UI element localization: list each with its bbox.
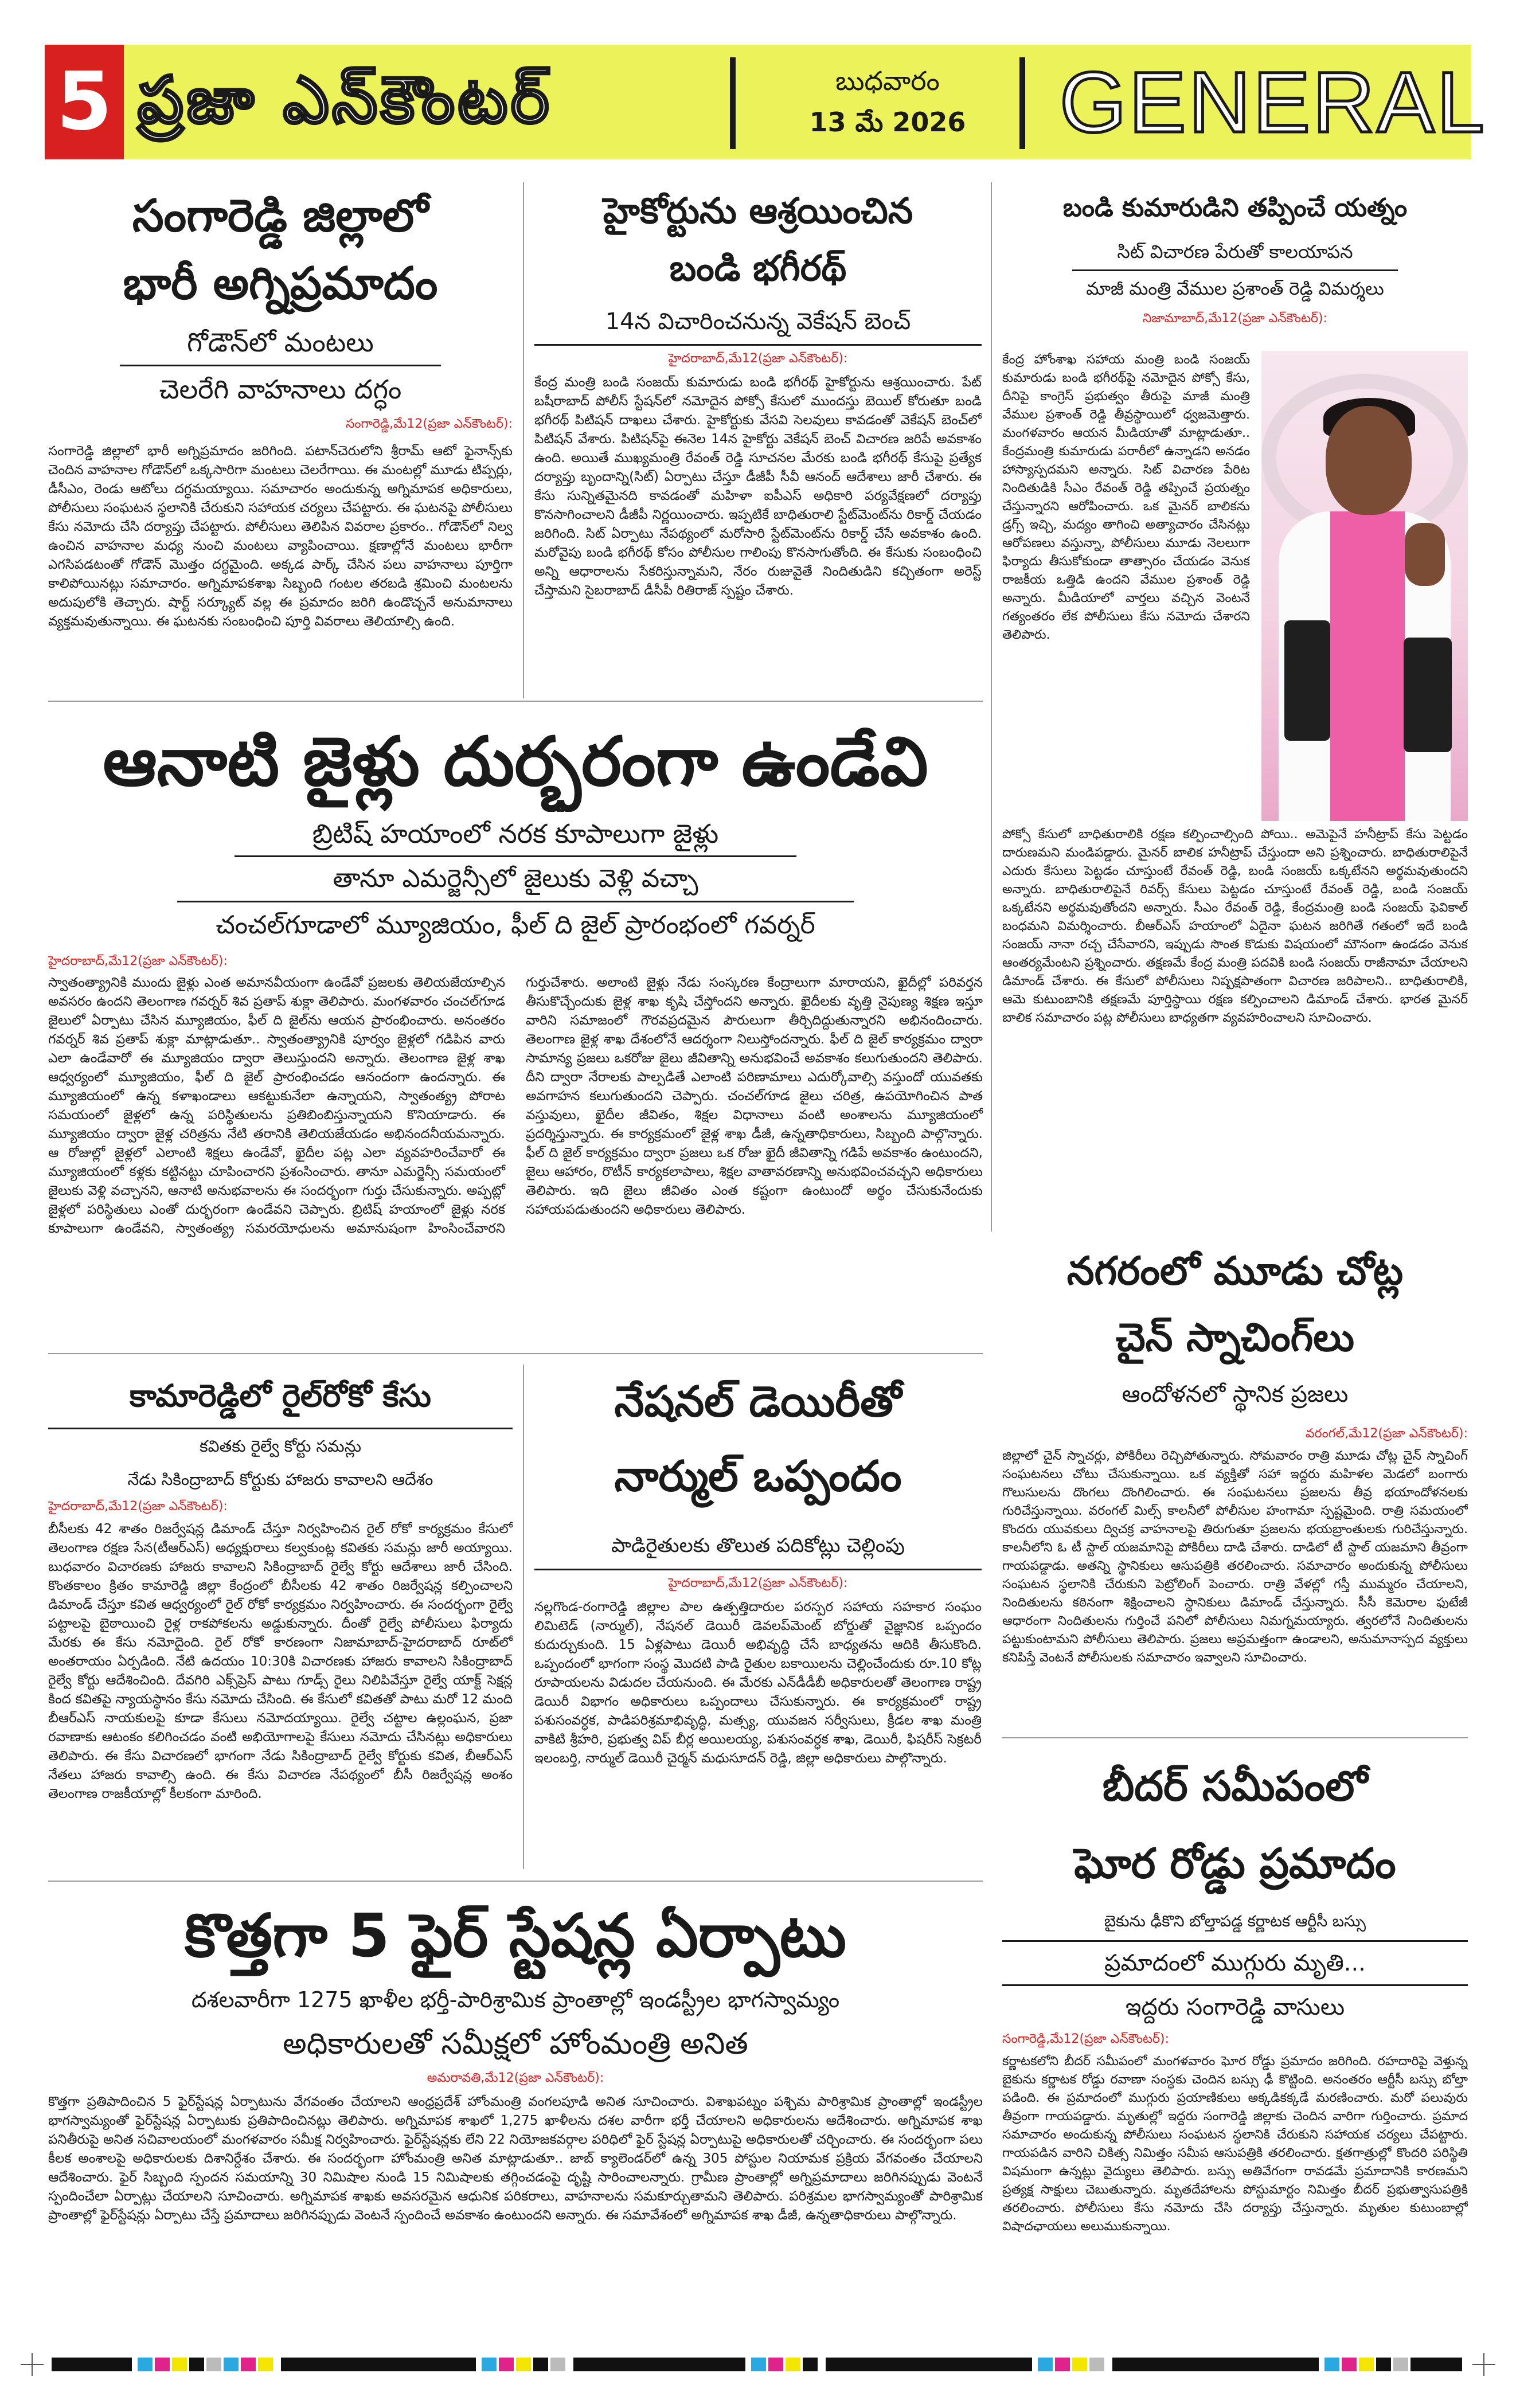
dateline: సంగారెడ్డి,మే12(ప్రజా ఎన్‌కౌంటర్):: [1002, 2032, 1170, 2046]
page-number: 5: [45, 45, 124, 159]
subheadline: దశలవారీగా 1275 ఖాళీల భర్తీ-పారిశ్రామిక ప్రాంతాల్లో ఇండస్ట్రీల భాగస్వామ్యం: [191, 1987, 840, 2012]
article-body: పోక్సో కేసులో బాధితురాలికి రక్షణ కల్పించాల్సింది పోయి.. అమెపైనే హనీట్రాప్ కేసు పెట్టడం దారుణమని మండిపడ్డారు. మైనర్ బాలిక హనీట్రాప్ చేస్తుందా అని ప్రశ్నించారు. బాధితురాలిపైనే ఎదురు కేసులు పెట్టడం చూస్తుంటే రేవంత్ రెడ్డి, బండి సంజయ్ ఒక్కటేనని అర్థమవుతుందని అన్నారు. బాధితురాలిపైనే రివర్స్ కేసులు పెట్టడం చూస్తుంటే రేవంత్ రెడ్డి, బండి సంజయ్ ఒక్కటేనని అర్థమవుతోందని అన్నారు. సీఎం రేవంత్ రెడ్డి, కేంద్రమంత్రి బండి సంజయ్ ఫెవికాల్ బంధమని విమర్శించారు. బీఆర్ఎస్ హయాంలో ఏదైనా ఘటన జరిగితే గతంలో ఇదే బండి సంజయ్ నానా రచ్చ చేసేవారని, ఇప్పుడు సొంత కొడుకు విషయంలో మౌనంగా ఉండడం వెనుక ఆంతర్యమేంటని ప్రశ్నించారు. తక్షణమే కేంద్ర మంత్రి పదవికి బండి సంజయ్ రాజీనామా చేయాలని డిమాండ్ చేశారు. ఈ కేసులో పోలీసులు నిష్పక్షపాతంగా విచారణ జరిపాలని.. బాధితురాలికి, ఆమె కుటుంబానికి తక్షణమే పూర్తిస్థాయి రక్షణ కల్పించాలని డిమాండ్ చేశారు. భారత మైనర్ బాలిక సమాచారం పట్ల పోలీసులు బాధ్యతగా వ్యవహరించాలని సూచించారు.: [1002, 827, 1468, 1025]
subheadline: పాడిరైతులకు తొలుత పదికోట్లు చెల్లింపు: [611, 1534, 905, 1557]
section-divider: [48, 1353, 983, 1354]
article-body: సంగారెడ్డి జిల్లాలో భారీ అగ్నిప్రమాదం జరిగింది. పటాన్‌చెరులోని శ్రీరామ్ ఆటో ఫైనాన్స్‌కు చెందిన వాహనాల గోడౌన్‌లో ఒక్కసారిగా మంటలు చెలరేగాయి. ఈ మంటల్లో మూడు టిప్పర్లు, డీసీఎం, రెండు ఆటోలు దగ్ధమయ్యాయి. సమాచారం అందుకున్న అగ్నిమాపక అధికారులు, పోలీసులు సంఘటన స్థలానికి చేరుకుని సహాయక చర్యలు చేపట్టారు. ఈ ఘటనపై పోలీసులు కేసు నమోదు చేసి దర్యాప్తు చేపట్టారు. పోలీసులు తెలిపిన వివరాల ప్రకారం.. గోడౌన్‌లో నిల్వ ఉంచిన వాహనాల మధ్య నుంచి మంటలు వ్యాపించాయి. క్షణాల్లోనే మంటలు భారీగా ఎగసిపడటంతో గోడౌన్ మొత్తం దగ్ధమైంది. అక్కడ పార్క్ చేసిన పలు వాహనాలు పూర్తిగా కాలిపోయినట్లు సమాచారం. అగ్నిమాపకశాఖ సిబ్బంది గంటల తరబడి శ్రమించి మంటలను అదుపులోకి తెచ్చారు. షార్ట్ సర్క్యూట్ వల్ల ఈ ప్రమాదం జరిగి ఉండొచ్చనే అనుమానాలు వ్యక్తమవుతున్నాయి. ఈ ఘటనకు సంబంధించి పూర్తి వివరాలు తెలియాల్సి ఉంది.: [48, 444, 513, 629]
headline: నగరంలో మూడు చోట్ల: [1066, 1249, 1404, 1294]
subheadline: సిట్ విచారణ పేరుతో కాలయాపన: [1117, 241, 1353, 263]
article-body: కేంద్ర హోంశాఖ సహాయ మంత్రి బండి సంజయ్ కుమారుడు బండి భగీరథ్‌పై నమోదైన పోక్సో కేసు, దీనిపై కాంగ్రెస్ ప్రభుత్వం తీరుపై మాజీ మంత్రి వేముల ప్రశాంత్ రెడ్డి తీవ్రస్థాయిలో ధ్వజమెత్తారు. మంగళవారం ఆయన మీడియాతో మాట్లాడుతూ.. కేంద్రమంత్రి కుమారుడు పరారీలో ఉన్నాడని అనడం హాస్యాస్పదమని అన్నారు. సిట్ విచారణ పేరిట నిందితుడికి సీఎం రేవంత్ రెడ్డి తప్పించే ప్రయత్నం చేస్తున్నారని ఆరోపించారు. ఒక మైనర్ బాలికను డ్రగ్స్ ఇచ్చి, మద్యం తాగించి అత్యాచారం చేసినట్లు ఆరోపణలు వస్తున్నా, పోలీసులు మూడు నెలలుగా ఫిర్యాదు తీసుకోకుండా తాత్సారం చేయడం వెనుక రాజకీయ ఒత్తిడి ఉందని వేముల ప్రశాంత్ రెడ్డి అన్నారు. మీడియాలో వార్తలు వచ్చిన వెంటనే గత్యంతరం లేక పోలీసులు కేసు నమోదు చేశారని తెలిపారు.: [1002, 353, 1250, 642]
subheadline: గోడౌన్‌లో మంటలు: [187, 327, 374, 358]
subheadline: చంచల్‌గూడాలో మ్యూజియం, ఫీల్ ది జైల్ ప్రారంభంలో గవర్నర్: [216, 910, 815, 940]
headline: కామారెడ్డిలో రైల్‌రోకో కేసు: [130, 1378, 431, 1414]
article-body: స్వాతంత్య్రానికి ముందు జైళ్లు ఎంత అమానవీయంగా ఉండేవో ప్రజలకు తెలియజేయాల్సిన అవసరం ఉందని తెలంగాణ గవర్నర్ శివ ప్రతాప్ శుక్లా తెలిపారు. మంగళవారం చంచల్‌గూడ జైలులో ఏర్పాటు చేసిన మ్యూజియం, ఫీల్ ది జైల్‌ను ఆయన ప్రారంభించారు. అనంతరం గవర్నర్ శివ ప్రతాప్ శుక్లా మాట్లాడుతూ.. స్వాతంత్య్రానికి పూర్వం జైళ్లలో గడిపిన వారు ఎలా ఉండేవారో ఈ మ్యూజియం ద్వారా తెలుస్తుందని అన్నారు. తెలంగాణ జైళ్ల శాఖ ఆధ్వర్యంలో మ్యూజియం, ఫీల్ ది జైల్ ప్రారంభించడం ఆనందంగా ఉందన్నారు. ఈ మ్యూజియంలో ఉన్న కళాఖండాలు ఆకట్టుకునేలా ఉన్నాయని, స్వాతంత్య్ర పోరాట సమయంలో జైళ్లలో ఉన్న పరిస్థితులను ప్రతిబింబిస్తున్నాయని కొనియాడారు. ఈ మ్యూజియం ద్వారా జైళ్ల చరిత్రను నేటి తరానికి తెలియజేయడం అభినందనీయమన్నారు. ఆ రోజుల్లో జైళ్లలో ఎలాంటి శిక్షలు ఉండేవో, ఖైదీల పట్ల ఎలా వ్యవహరించేవారో ఈ మ్యూజియంలో కళ్లకు కట్టినట్టు చూపించారని ప్రశంసించారు. తానూ ఎమర్జెన్సీ సమయంలో జైలుకు వెళ్లి వచ్చానని, ఆనాటి అనుభవాలను ఈ సందర్భంగా గుర్తు చేసుకున్నారు. అప్పట్లో జైళ్లలో పరిస్థితులు ఎంతో దుర్భరంగా ఉండేవని చెప్పారు. బ్రిటిష్ హయాంలో జైళ్లు నరక కూపాలుగా ఉండేవని, స్వాతంత్య్ర సమరయోధులను అమానుషంగా హింసించేవారని గుర్తుచేశారు. అలాంటి జైళ్లు నేడు సంస్కరణ కేంద్రాలుగా మారాయని, ఖైదీల్లో పరివర్తన తీసుకొచ్చేందుకు జైళ్ల శాఖ కృషి చేస్తోందని అన్నారు. ఖైదీలకు వృత్తి నైపుణ్య శిక్షణ ఇస్తూ వారిని సమాజంలో గౌరవప్రదమైన పౌరులుగా తీర్చిదిద్దుతున్నారని అభినందించారు. తెలంగాణ జైళ్ల శాఖ దేశంలోనే ఆదర్శంగా నిలుస్తోందన్నారు. ఫీల్ ది జైల్ కార్యక్రమం ద్వారా సామాన్య ప్రజలు ఒకరోజు జైలు జీవితాన్ని అనుభవించే అవకాశం కలుగుతుందని తెలిపారు. దీని ద్వారా నేరాలకు పాల్పడితే ఎలాంటి పరిణామాలు ఎదుర్కోవాల్సి వస్తుందో యువతకు అవగాహన కలుగుతుందని చెప్పారు. చంచల్‌గూడ జైలు చరిత్ర, ఉపయోగించిన పాత వస్తువులు, ఖైదీల జీవితం, శిక్షల విధానాలు వంటి అంశాలను మ్యూజియంలో ప్రదర్శిస్తున్నారు. ఈ కార్యక్రమంలో జైళ్ల శాఖ డీజీ, ఉన్నతాధికారులు, సిబ్బంది పాల్గొన్నారు. ఫీల్ ది జైల్ కార్యక్రమం ద్వారా ప్రజలు ఒక రోజు ఖైదీ జీవితాన్ని గడిపే అవకాశం ఉంటుందని, జైలు ఆహారం, రొటీన్ కార్యకలాపాలు, శిక్షల వాతావరణాన్ని అనుభవించవచ్చని అధికారులు తెలిపారు. ఇది జైలు జీవితం ఎంత కష్టంగా ఉంటుందో అర్థం చేసుకునేందుకు సహాయపడుతుందని అధికారులు తెలిపారు.: [48, 975, 983, 1236]
article-body: కర్ణాటకలోని బీదర్ సమీపంలో మంగళవారం ఘోర రోడ్డు ప్రమాదం జరిగింది. రహదారిపై వెళ్తున్న బైకును కర్ణాటక రోడ్డు రవాణా సంస్థకు చెందిన బస్సు ఢీ కొట్టింది. అనంతరం ఆర్టీసీ బస్సు బోల్తా పడింది. ఈ ప్రమాదంలో ముగ్గురు ప్రయాణికులు అక్కడికక్కడే మరణించారు. మరో పలువురు తీవ్రంగా గాయపడ్డారు. మృతుల్లో ఇద్దరు సంగారెడ్డి జిల్లాకు చెందిన వారిగా గుర్తించారు. ప్రమాద సమాచారం అందుకున్న పోలీసులు సంఘటన స్థలానికి చేరుకుని సహాయక చర్యలు చేపట్టారు. గాయపడిన వారిని చికిత్స నిమిత్తం సమీప ఆసుపత్రికి తరలించారు. క్షతగాత్రుల్లో కొందరి పరిస్థితి విషమంగా ఉన్నట్లు వైద్యులు తెలిపారు. బస్సు అతివేగంగా రావడమే ప్రమాదానికి కారణమని ప్రత్యక్ష సాక్షులు చెబుతున్నారు. మృతదేహాలను పోస్టుమార్టం నిమిత్తం బీదర్ ప్రభుత్వాసుపత్రికి తరలించారు. పోలీసులు కేసు నమోదు చేసి దర్యాప్తు చేస్తున్నారు. మృతుల కుటుంబాల్లో విషాదఛాయలు అలుముకున్నాయి.: [1002, 2054, 1468, 2234]
subheadline: నేడు సికింద్రాబాద్ కోర్టుకు హాజరు కావాలని ఆదేశం: [127, 1470, 433, 1489]
headline: బీదర్ సమీపంలో: [1102, 1762, 1368, 1810]
subheadline: ప్రమాదంలో ముగ్గురు మృతి...: [1104, 1950, 1366, 1976]
dateline: వరంగల్,మే12(ప్రజా ఎన్‌కౌంటర్):: [1305, 1426, 1468, 1441]
masthead-divider: [730, 57, 736, 149]
headline: ఆనాటి జైళ్లు దుర్భరంగా ఉండేవి: [103, 722, 928, 801]
column-divider: [991, 182, 992, 1232]
headline: హైకోర్టును ఆశ్రయించిన: [603, 190, 913, 232]
dateline: హైదరాబాద్,మే12(ప్రజా ఎన్‌కౌంటర్):: [48, 954, 228, 968]
issue-day: బుధవారం: [835, 65, 940, 96]
article-fire-stations: [48, 1892, 983, 2333]
column-divider: [523, 182, 524, 698]
headline: కొత్తగా 5 ఫైర్ స్టేషన్ల ఏర్పాటు: [185, 1901, 846, 1971]
article-body: బీసీలకు 42 శాతం రిజర్వేషన్ల డిమాండ్ చేస్తూ నిర్వహించిన రైల్ రోకో కార్యక్రమం కేసులో తెలంగాణ రక్షణ సేన(టీఆర్ఎస్) అధ్యక్షురాలు కల్వకుంట్ల కవితకు సమన్లు జారీ అయ్యాయి. బుధవారం విచారణకు హాజరు కావాలని సికింద్రాబాద్ రైల్వే కోర్టు ఆదేశాలు జారీ చేసింది. కొంతకాలం క్రితం కామారెడ్డి జిల్లా కేంద్రంలో బీసీలకు 42 శాతం రిజర్వేషన్ల కల్పించాలని డిమాండ్ చేస్తూ కవిత ఆధ్వర్యంలో రైల్ రోకో కార్యక్రమం నిర్వహించారు. ఈ సందర్భంగా రైల్వే పట్టాలపై బైఠాయించి రైళ్ల రాకపోకలను అడ్డుకున్నారు. దీంతో రైల్వే పోలీసులు ఫిర్యాదు మేరకు ఈ కేసు నమోదైంది. రైల్ రోకో కారణంగా నిజామాబాద్-హైదరాబాద్ రూట్‌లో అంతరాయం ఏర్పడింది. నేటి ఉదయం 10:30కి విచారణకు హాజరు కావాలని సికింద్రాబాద్ రైల్వే కోర్టు ఆదేశించింది. దేవగిరి ఎక్స్‌ప్రెస్ పాటు గూడ్స్ రైలు నిలిపివేస్తూ రైల్వే యాక్ట్ సెక్షన్ల కింద కవితపై న్యాయస్థానం కేసు నమోదు చేసింది. ఈ కేసులో కవితతో పాటు మరో 12 మంది బీఆర్ఎస్ నాయకులపై కూడా కేసులు నమోదయ్యాయి. రైల్వే చట్టాల ఉల్లంఘన, ప్రజా రవాణాకు ఆటంకం కలిగించడం వంటి అభియోగాలపై కేసులు నమోదు చేసినట్లు అధికారులు తెలిపారు. ఈ కేసు విచారణలో భాగంగా నేడు సికింద్రాబాద్ రైల్వే కోర్టుకు కవిత, బీఆర్ఎస్ నేతలు హాజరు కావాల్సి ఉంది. ఈ కేసు విచారణ నేపథ్యంలో బీసీ రిజర్వేషన్ల అంశం తెలంగాణ రాజకీయాల్లో కీలకంగా మారింది.: [48, 1522, 513, 1801]
dateline: హైదరాబాద్,మే12(ప్రజా ఎన్‌కౌంటర్):: [48, 1499, 228, 1514]
article-body: కొత్తగా ప్రతిపాదించిన 5 ఫైర్‌స్టేషన్ల ఏర్పాటును వేగవంతం చేయాలని ఆంధ్రప్రదేశ్ హోంమంత్రి వంగలపూడి అనిత సూచించారు. విశాఖపట్నం పశ్చిమ పారిశ్రామిక ప్రాంతాల్లో ఇండస్ట్రీల భాగస్వామ్యంతో ఫైర్‌స్టేషన్ల ఏర్పాటుకు ప్రతిపాదించినట్లు తెలిపారు. అగ్నిమాపక శాఖలో 1,275 ఖాళీలను దశల వారీగా భర్తీ చేయాలని అధికారులను ఆదేశించారు. అగ్నిమాపక శాఖ పనితీరుపై అనిత సచివాలయంలో మంగళవారం సమీక్ష నిర్వహించారు. ఫైర్‌స్టేషన్లకు లేని 22 నియోజకవర్గాల పరిధిలో ఫైర్ స్టేషన్ల ఏర్పాటుపై అధికారులతో చర్చించారు. ఈ సందర్భంగా పలు కీలక అంశాలపై అధికారులకు దిశానిర్దేశం చేశారు. ఈ సందర్భంగా హోంమంత్రి అనిత మాట్లాడుతూ.. జాబ్ క్యాలెండర్‌లో ఉన్న 305 పోస్టుల నియామక ప్రక్రియ వేగవంతం చేయాలని ఆదేశించారు. ఫైర్ సిబ్బంది స్పందన సమయాన్ని 30 నిమిషాల నుండి 15 నిమిషాలకు తగ్గించడంపై దృష్టి సారించాలన్నారు. గ్రామీణ ప్రాంతాల్లో అగ్నిప్రమాదాలు జరిగినప్పుడు వెంటనే స్పందించేలా ఏర్పాట్లు చేయాలని సూచించారు. అగ్నిమాపక శాఖకు అవసరమైన ఆధునిక పరికరాలు, వాహనాలను సమకూర్చుతామని తెలిపారు. పరిశ్రమల భాగస్వామ్యంతో పారిశ్రామిక ప్రాంతాల్లో ఫైర్‌స్టేషన్లు ఏర్పాటు చేస్తే ప్రమాదాలు జరిగినప్పుడు వెంటనే స్పందించే అవకాశం ఉంటుందని అన్నారు. ఈ సమావేశంలో అగ్నిమాపక శాఖ డీజీ, ఉన్నతాధికారులు పాల్గొన్నారు.: [48, 2094, 983, 2223]
subheadline: ఆందోళనలో స్థానిక ప్రజలు: [1122, 1381, 1349, 1408]
article-chain-snatching: [1002, 1238, 1468, 1757]
divider: [534, 1569, 982, 1570]
section-divider: [1002, 1737, 1468, 1738]
article-rail-roko: [48, 1365, 513, 1870]
article-body: జిల్లాలో చైన్ స్నాచర్లు, పోకిరీలు రెచ్చిపోతున్నారు. సోమవారం రాత్రి మూడు చోట్ల చైన్ స్నాచింగ్ సంఘటనలు చోటు చేసుకున్నాయి. ఒక వ్యక్తితో సహా ఇద్దరు మహిళల మెడలో బంగారు గొలుసులను దొంగలు దొంగిలించారు. ఈ సంఘటనలు ప్రజలను తీవ్ర భయాందోళనలకు గురిచేస్తున్నాయి. వరంగల్ మిల్స్ కాలనీలో పోలీసుల హంగామా స్పష్టమైంది. రాత్రి సమయంలో కొందరు యువకులు ద్విచక్ర వాహనాలపై తిరుగుతూ ప్రజలను భయబ్రాంతులకు గురిచేస్తున్నారు. కాలనీలోని ఓ టీ స్టాల్ యజమానిపై పోకిరీలు దాడి చేశారు. దాడిలో టీ స్టాల్ యజమాని తీవ్రంగా గాయపడ్డాడు. అతన్ని స్థానికులు ఆసుపత్రికి తరలించారు. సమాచారం అందుకున్న పోలీసులు సంఘటన స్థలానికి చేరుకుని పెట్రోలింగ్ పెంచారు. రాత్రి వేళల్లో గస్తీ ముమ్మరం చేయాలని, నిందితులను కఠినంగా శిక్షించాలని స్థానికులు డిమాండ్ చేస్తున్నారు. సీసీ కెమెరాల ఫుటేజీ ఆధారంగా నిందితులను గుర్తించే పనిలో పోలీసులు నిమగ్నమయ్యారు. త్వరలోనే నిందితులను పట్టుకుంటామని పోలీసులు తెలిపారు. ప్రజలు అప్రమత్తంగా ఉండాలని, అనుమానాస్పద వ్యక్తులు కనిపిస్తే వెంటనే పోలీసులకు సమాచారం ఇవ్వాలని సూచించారు.: [1002, 1449, 1468, 1665]
headline: బండి కుమారుడిని తప్పించే యత్నం: [1062, 193, 1408, 222]
headline: బండి భగీరథ్: [669, 247, 847, 289]
headline: ఘోర రోడ్డు ప్రమాదం: [1074, 1839, 1396, 1887]
section-divider: [48, 1881, 983, 1882]
headline: భారీ అగ్నిప్రమాదం: [123, 258, 438, 310]
subheadline: అధికారులతో సమీక్షలో హోంమంత్రి అనిత: [283, 2027, 748, 2061]
dateline: నిజామాబాద్,మే12(ప్రజా ఎన్‌కౌంటర్):: [1142, 311, 1328, 326]
divider: [534, 344, 982, 346]
subheadline: బ్రిటిష్ హయాంలో నరక కూపాలుగా జైళ్లు: [312, 818, 719, 849]
article-body: నల్లగొండ-రంగారెడ్డి జిల్లాల పాల ఉత్పత్తిదారుల పరస్పర సహాయ సహకార సంఘం లిమిటెడ్ (నార్ముల్), నేషనల్ డెయిరీ డెవలప్‌మెంట్ బోర్డుతో వైజ్ఞానిక ఒప్పందం కుదుర్చుకుంది. 15 ఏళ్లపాటు డెయిరీ అభివృద్ధి చేసే బాధ్యతను ఆదికి తీసుకొంది. ఒప్పందంలో భాగంగా సంస్థ మొదటి పాడి రైతుల బకాయిలను చెల్లించేందుకు రూ.10 కోట్ల రూపాయలను విడుదల చేయనుంది. ఈ మేరకు ఎన్‌డీడీబీ అధికారులతో తెలంగాణ రాష్ట్ర డెయిరీ విభాగం అధికారులు ఒప్పందాలు చేసుకున్నారు. ఈ కార్యక్రమంలో రాష్ట్ర పశుసంవర్ధక, పాడిపరిశ్రమాభివృద్ధి, మత్స్య, యువజన సర్వీసులు, క్రీడల శాఖ మంత్రి వాకిటి శ్రీహరి, ప్రభుత్వ విప్ బీర్ల అయిలయ్య, పశుసంవర్ధక శాఖ, డెయిరీ, ఫిషరీస్ సెక్రటరీ ఇలంబర్తి, నార్ముల్ డెయిరీ చైర్మన్ మధుసూదన్ రెడ్డి, జిల్లా అధికారులు పాల్గొన్నారు.: [534, 1600, 982, 1766]
headline: సంగారెడ్డి జిల్లాలో: [132, 190, 429, 242]
article-dairy: [534, 1365, 982, 1850]
vemula-prashanth-reddy-photo: [1261, 351, 1468, 821]
section-name: GENERAL: [1060, 54, 1487, 150]
subheadline: చెలరేగి వాహనాలు దగ్ధం: [159, 374, 402, 405]
subheadline: ఇద్దరు సంగారెడ్డి వాసులు: [1125, 1994, 1345, 2020]
headline: చైన్ స్నాచింగ్‌లు: [1115, 1315, 1355, 1361]
section-divider: [48, 701, 983, 702]
subheadline: తానూ ఎమర్జెన్సీలో జైలుకు వెళ్లి వచ్చా: [333, 864, 698, 893]
article-bidar: [1002, 1749, 1468, 2339]
article-body: కేంద్ర మంత్రి బండి సంజయ్ కుమారుడు బండి భగీరథ్ హైకోర్టును ఆశ్రయించారు. పేట్ బషీరాబాద్ పోలీస్ స్టేషన్‌లో నమోదైన పోక్సో కేసులో ముందస్తు బెయిల్ కోరుతూ బండి భగీరథ్ పిటిషన్ దాఖలు చేశారు. హైకోర్టుకు వేసవి సెలవులు కావడంతో వెకేషన్ బెంచ్‌లో పిటిషన్ వేశారు. పిటిషన్‌పై ఈనెల 14న హైకోర్టు వెకేషన్ బెంచ్ విచారణ జరిపే అవకాశం ఉంది. అయితే ముఖ్యమంత్రి రేవంత్ రెడ్డి సూచనల మేరకు బండి భగీరథ్ కేసుపై ప్రత్యేక దర్యాప్తు బృందాన్ని(సిట్) ఏర్పాటు చేస్తూ డీజీపీ సీవీ ఆనంద్ ఆదేశాలు జారీ చేశారు. ఈ కేసు సున్నితమైనది కావడంతో మహిళా ఐపీఎస్ అధికారి పర్యవేక్షణలో దర్యాప్తు కొనసాగించాలని డీజీపీ నిర్ణయించారు. ఇప్పటికే బాధితురాలి స్టేట్‌మెంట్‌ను రికార్డ్ చేయడం జరిగింది. సిట్ ఏర్పాటు నేపథ్యంలో మరోసారి స్టేట్‌మెంట్‌ను రికార్డ్ చేసే అవకాశం ఉంది. మరోవైపు బండి భగీరథ్ కోసం పోలీసుల గాలింపు కొనసాగుతోంది. ఈ కేసుకు సంబంధించి అన్ని ఆధారాలను సేకరిస్తున్నామని, నేరం రుజువైతే నిందితుడిని కచ్చితంగా అరెస్ట్ చేస్తామని సైబరాబాద్ డీసీపీ రితిరాజ్ స్పష్టం చేశారు.: [534, 375, 982, 598]
issue-date: 13 మే 2026: [809, 107, 966, 138]
subheadline: కవితకు రైల్వే కోర్టు సమన్లు: [199, 1437, 362, 1456]
subheadline: మాజీ మంత్రి వేముల ప్రశాంత్ రెడ్డి విమర్శలు: [1086, 279, 1384, 299]
color-registration-strip: [23, 2356, 1493, 2372]
article-high-court: [534, 182, 982, 694]
masthead-divider: [1019, 57, 1025, 149]
article-bandi-son: [1002, 182, 1468, 327]
column-divider: [523, 1365, 524, 1869]
subheadline: బైకును ఢీకొని బోల్తాపడ్డ కర్ణాటక ఆర్టీసీ బస్సు: [1104, 1913, 1366, 1930]
dateline: హైదరాబాద్,మే12(ప్రజా ఎన్‌కౌంటర్):: [668, 1576, 848, 1590]
paper-name: ప్రజా ఎన్‌కౌంటర్: [138, 63, 553, 138]
headline: నార్ముల్ ఒప్పందం: [614, 1452, 902, 1501]
headline: నేషనల్ డెయిరీతో: [614, 1377, 902, 1426]
masthead: [45, 45, 1487, 159]
dateline: అమరావతి,మే12(ప్రజా ఎన్‌కౌంటర్):: [427, 2071, 604, 2085]
article-fire: [48, 182, 513, 683]
dateline: హైదరాబాద్,మే12(ప్రజా ఎన్‌కౌంటర్):: [668, 351, 848, 366]
subheadline: 14న విచారించనున్న వెకేషన్ బెంచ్: [605, 308, 911, 335]
dateline: సంగారెడ్డి,మే12(ప్రజా ఎన్‌కౌంటర్):: [345, 417, 513, 431]
